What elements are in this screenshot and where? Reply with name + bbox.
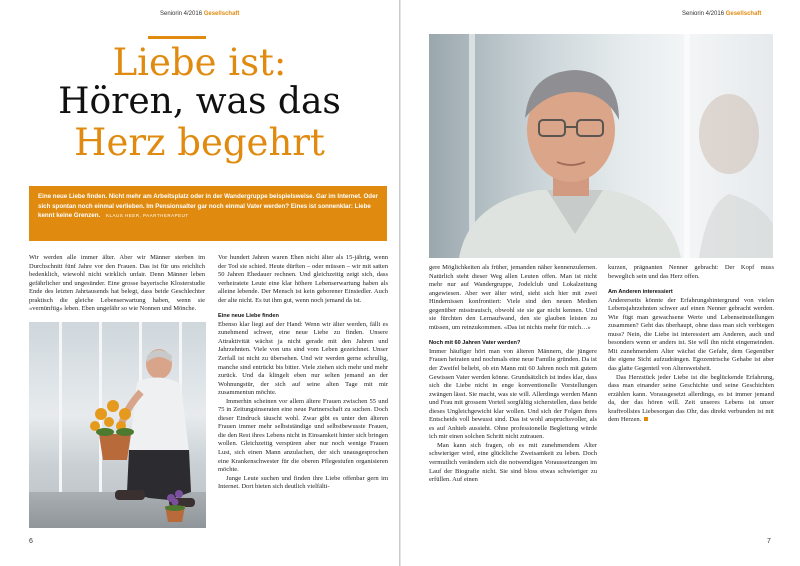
photo-portrait-man (429, 34, 773, 258)
magazine-issue: Seniorin 4/2016 (682, 11, 725, 17)
author-byline: KLAUS HEER, PAARTHERAPEUT (105, 213, 189, 218)
title-line-2: Hören, was das (58, 81, 341, 122)
title-line-3: Herz begehrt (74, 121, 325, 164)
section-name: Gesellschaft (203, 11, 240, 17)
running-header-right (682, 11, 761, 17)
paragraph: Wir werden alle immer älter. Aber wir Männer sterben im Durchschnitt fünf Jahre vor den Frauen. Das ist für uns reichlich bedenklich, wiewohl nicht wirklich unfair. Denn Männer leben gefährlicher und ungesünder. Eine grosse bayerische Klosterstudie Ende des letzten Jahrtausends hat belegt, dass beide Geschlechter praktisch die gleiche Lebenserwartung haben, wenn sie «vernünftig» leben. Eben ungefähr so wie Nonnen und Mönche. (29, 254, 205, 313)
paragraph: Immer häufiger hört man von älteren Männern, die jüngere Frauen heiraten und nochmals eine neue Familie gründen. Da ist der Zweifel beliebt, ob ein Mann mit 60 Jahren noch mit gutem Gewissen Vater werden könne. Grundsätzlich ist indes klar, dass sich die Liebe nicht in enge konventionelle Vorstellungen zwängen lässt. Sie macht, was sie will. Allerdings werden Mann und Frau mit grossem Vorteil sorgfältig sicherstellen, dass beide dieses Ungleichgewicht klar wollen. Und sich der Folgen ihres Entscheids voll bewusst sind. Das ist wohl anspruchsvoller, als es auf Anhieb aussieht. Ohne professionelle Begleitung würde ich mir einen solchen Schritt nicht zutrauen. (429, 347, 597, 441)
paragraph: kurzen, prägnanten Nenner gebracht: Der Kopf muss beweglich sein und das Herz offen. (608, 264, 774, 280)
paragraph: Immerhin scheinen vor allem ältere Frauen zwischen 55 und 75 in Zeitungsinseraten eine neue Partnerschaft zu suchen. Doch dieser Eindruck täuscht wohl. Zwar gibt es unter den älteren Frauen immer mehr selbstständige und selbstbewusste Frauen, die den Rest ihres Lebens nicht in Einsamkeit hinter sich bringen wollen. Gleichzeitig verspüren aber nur noch wenige Frauen Lust, sich einen Mann anzulachen, der sich unausgesprochen eine Krankenschwester für die oberen Pflegestufen organisieren möchte. (218, 397, 388, 474)
paragraph: Junge Leute suchen und finden ihre Liebe offenbar gern im Internet. Dort bieten sich deutlich vielfälti- (218, 474, 388, 491)
running-header-left (160, 11, 239, 17)
column-4 (608, 264, 774, 425)
portrait-illustration (429, 34, 773, 258)
photo-man-with-flowers (29, 322, 206, 528)
end-mark-icon (644, 417, 648, 421)
section-name: Gesellschaft (725, 11, 762, 17)
column-1 (29, 254, 205, 314)
column-3 (429, 264, 597, 485)
title-rule (148, 36, 206, 39)
page-number-left: 6 (29, 538, 33, 545)
lead-text: Eine neue Liebe finden. Nicht mehr am Arbeitsplatz oder in der Wandergruppe beispielsweise. Gar im Internet. Oder sich spontan noch einmal verlieben. Im Pensionsalter gar noch einmal Vater werden? Eines ist sonnenklar: Liebe kennt keine Grenzen. (38, 193, 378, 219)
subheading: Am Anderen interessiert (608, 289, 673, 296)
paragraph: Ebenso klar liegt auf der Hand: Wenn wir älter werden, fällt es zunehmend schwer, eine neue Liebe zu finden. Unsere Attraktivität wächst ja nicht gerade mit den Jahren und Jahrzehnten. Viele von uns sind vom Leben gezeichnet. Unser Zerfall ist nicht zu übersehen. Und wir werden gerne schrullig, manche sind entrückt bis bitter. Viele ziehen sich mehr und mehr zurück. Und da klingelt eben nur selten jemand an der Wohnungstür, der sich auf seine alten Tage mit mir zusammentun möchte. (218, 320, 388, 397)
paragraph: Vor hundert Jahren waren Ehen nicht älter als 15-jährig, wenn der Tod sie schied. Heute dürften – oder müssen – wir mit satten 50 Jahren Ehedauer rechnen. Und gleichzeitig zeigt sich, dass verheiratete Leute eine klar höhere Lebenserwartung haben als alleine lebende. Der Mensch ist kein geborener Einsiedler. Auch der alte nicht. Es tut ihm gut, wenn noch jemand da ist. (218, 254, 388, 304)
subheading: Noch mit 60 Jahren Vater werden? (429, 340, 521, 347)
right-page (401, 0, 800, 566)
paragraph: Andererseits könnte der Erfahrungshintergrund von vielen Lebensjahrzehnten schwer auf einen Nenner gebracht werden. Wie fügt man gewachsene Werte und Lebenseinstellungen zusammen? Geht das überhaupt, ohne dass man sich verbiegen muss? Nein, die Liebe ist interessiert am Anderen, auch und besonders wenn er anders ist. Sie will ihn nicht eingemeinden. Mit zunehmendem Alter wächst die Gefahr, dem Gegenüber die eigene Sicht aufzudrängen. Egozentrische Gehabe ist aber das glatte Gegenteil von Altersweisheit. (608, 296, 774, 373)
lead-box (29, 186, 387, 241)
page-number-right: 7 (767, 538, 771, 545)
column-2 (218, 254, 388, 492)
man-kneeling-illustration (29, 322, 206, 528)
paragraph: Das Herzstück jeder Liebe ist die beglückende Erfahrung, dass man einander seine Geschichte und seine Geschichten erzählen kann. Vorausgesetzt allerdings, es ist immer jemand da, der das hören will. Zeit unseres Lebens ist unser kraftvollstes Liebesorgan das Ohr, das direkt verbunden ist mit dem Herzen. (608, 373, 774, 424)
paragraph: Man kann sich fragen, ob es mit zunehmendem Alter schwieriger wird, eine glückliche Zweisamkeit zu leben. Doch vermutlich verändern sich die notwendigen Voraussetzungen im Lauf der Biografie nicht. Sie sind bloss etwas schwieriger zu erfüllen. Auf einen (429, 441, 597, 484)
subheading: Eine neue Liebe finden (218, 313, 279, 320)
title-line-1: Liebe ist: (112, 41, 287, 84)
paragraph: gere Möglichkeiten als früher, jemanden näher kennenzulernen. Natürlich steht dieser Weg allen Leuten offen. Man ist nicht mehr nur auf Wandergruppe, Jodelclub und Lokalzeitung angewiesen. Aber wer älter wird, sieht sich hier mit zwei Hindernissen konfrontiert: Viele sind den neuen Medien gegenüber misstrauisch, obwohl sie sie gar nicht kennen. Und sie fürchten den Lernaufwand, den sie glauben leisten zu müssen, um reinzukommen. «Das ist nichts mehr für mich…» (429, 264, 597, 331)
left-page (0, 0, 399, 566)
magazine-issue: Seniorin 4/2016 (160, 11, 203, 17)
